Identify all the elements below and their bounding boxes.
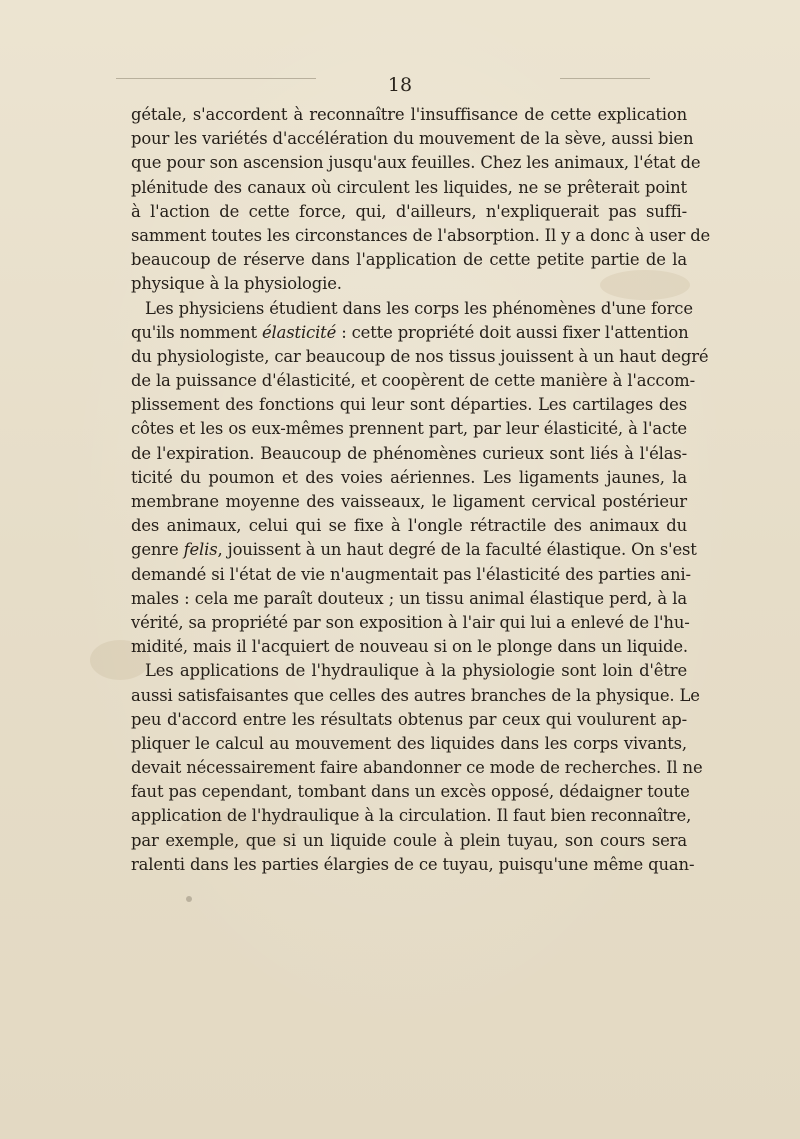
italic-term: felis — [183, 540, 218, 560]
line-text: faut pas cependant, tombant dans un excès opposé, dédaigner toute — [131, 782, 690, 802]
line-text: côtes et les os eux-mêmes prennent part, par leur élasticité, à l'acte — [131, 419, 687, 439]
line-text: peu d'accord entre les résultats obtenus par ceux qui voulurent ap- — [131, 709, 687, 729]
page-number: 18 — [387, 74, 413, 96]
text-line — [131, 248, 687, 272]
line-text: plissement des fonctions qui leur sont départies. Les cartilages des — [131, 395, 687, 415]
text-line — [131, 151, 701, 175]
body-text — [131, 103, 711, 877]
paragraph-start-line — [131, 659, 687, 683]
line-text: , jouissent à un haut degré de la faculté élastique. On s'est — [217, 540, 697, 560]
line-text: males : cela me paraît douteux ; un tissu animal élastique perd, à la — [131, 588, 687, 608]
text-line — [131, 708, 687, 732]
line-text: de la puissance d'élasticité, et coopèrent de cette manière à l'accom- — [131, 371, 695, 391]
text-line — [131, 127, 694, 151]
line-text: qu'ils nomment — [131, 322, 262, 342]
ink-speck — [186, 896, 192, 902]
line-text: devait nécessairement faire abandonner ce mode de recherches. Il ne — [131, 758, 703, 778]
line-text: pliquer le calcul au mouvement des liquides dans les corps vivants, — [131, 733, 687, 753]
line-text: pour les variétés d'accélération du mouvement de la sève, aussi bien — [131, 129, 694, 149]
line-text: des animaux, celui qui se fixe à l'ongle rétractile des animaux du — [131, 516, 687, 536]
line-text: vérité, sa propriété par son exposition à l'air qui lui a enlevé de l'hu- — [131, 612, 690, 632]
paragraph-start-line — [131, 297, 693, 321]
line-text: : cette propriété doit aussi fixer l'attention — [336, 322, 689, 342]
text-line — [131, 369, 695, 393]
text-line — [131, 563, 691, 587]
text-line — [131, 176, 687, 200]
line-text: gétale, s'accordent à reconnaître l'insuffisance de cette explication — [131, 105, 687, 124]
line-text: beaucoup de réserve dans l'application de cette petite partie de la — [131, 250, 687, 270]
text-line — [131, 587, 687, 611]
line-text: que pour son ascension jusqu'aux feuilles. Chez les animaux, l'état de — [131, 153, 701, 173]
line-text: physique à la physiologie. — [131, 274, 342, 294]
text-line — [131, 611, 690, 635]
text-line — [131, 804, 692, 828]
line-text: demandé si l'état de vie n'augmentait pas l'élasticité des parties ani- — [131, 564, 691, 584]
text-line — [131, 224, 711, 248]
text-line — [131, 321, 687, 345]
line-text: à l'action de cette force, qui, d'ailleurs, n'expliquerait pas suffi- — [131, 201, 687, 221]
line-text: samment toutes les circonstances de l'absorption. Il y a donc à user de — [131, 225, 711, 245]
text-line — [131, 780, 690, 804]
text-line — [131, 684, 700, 708]
text-line — [131, 490, 687, 514]
text-line — [131, 393, 687, 417]
line-text: application de l'hydraulique à la circulation. Il faut bien reconnaître, — [131, 806, 692, 826]
line-text: ralenti dans les parties élargies de ce tuyau, puisqu'une même quan- — [131, 854, 695, 874]
line-text: par exemple, que si un liquide coule à plein tuyau, son cours sera — [131, 830, 687, 850]
line-text: aussi satisfaisantes que celles des autres branches de la physique. Le — [131, 685, 700, 705]
line-text: genre — [131, 540, 184, 560]
text-line — [131, 272, 687, 296]
text-line — [131, 417, 687, 441]
line-text: ticité du poumon et des voies aériennes. Les ligaments jaunes, la — [131, 467, 687, 487]
line-text: Les applications de l'hydraulique à la physiologie sont loin d'être — [145, 661, 687, 681]
italic-term: élasticité — [261, 322, 337, 342]
text-line — [131, 514, 687, 538]
line-text: plénitude des canaux où circulent les liquides, ne se prêterait point — [131, 177, 687, 197]
text-line — [131, 442, 687, 466]
text-line — [131, 538, 697, 562]
text-line — [131, 756, 703, 780]
line-text: Les physiciens étudient dans les corps les phénomènes d'une force — [145, 298, 693, 318]
text-line — [131, 466, 687, 490]
text-line — [131, 103, 687, 127]
line-text: midité, mais il l'acquiert de nouveau si on le plonge dans un liquide. — [131, 637, 688, 657]
line-text: du physiologiste, car beaucoup de nos tissus jouissent à un haut degré — [131, 346, 709, 366]
line-text: membrane moyenne des vaisseaux, le ligament cervical postérieur — [131, 492, 687, 511]
line-text: de l'expiration. Beaucoup de phénomènes curieux sont liés à l'élas- — [131, 443, 687, 463]
text-line — [131, 345, 709, 369]
text-line — [131, 732, 687, 756]
text-line — [131, 853, 695, 877]
text-line — [131, 635, 687, 659]
text-line — [131, 200, 687, 224]
text-line — [131, 829, 687, 853]
